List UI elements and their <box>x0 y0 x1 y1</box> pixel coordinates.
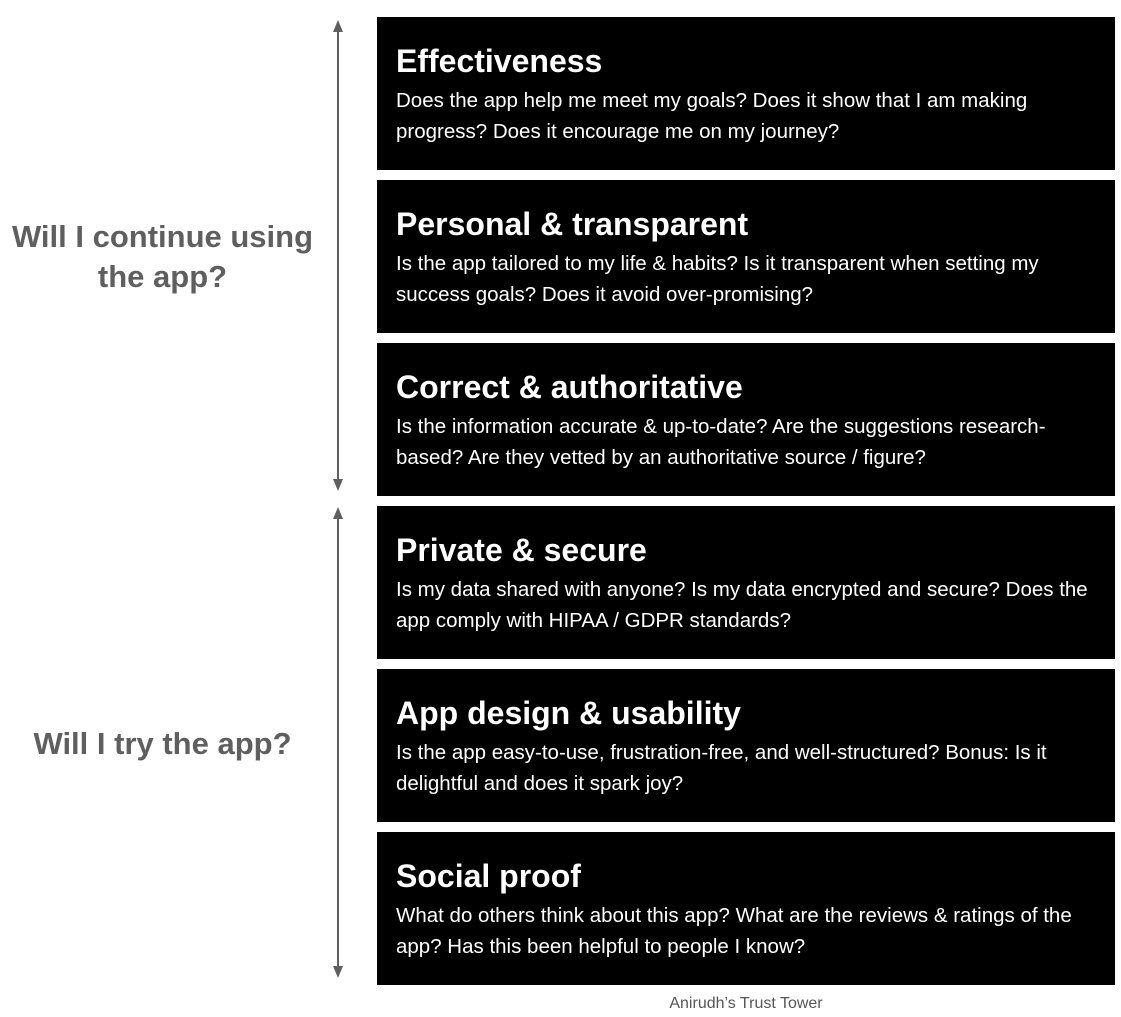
try-app-label: Will I try the app? <box>33 726 292 761</box>
tier-title: Private & secure <box>396 532 647 568</box>
tier-correct-authoritative <box>377 343 1115 496</box>
tier-title: App design & usability <box>396 695 741 731</box>
tier-social-proof <box>377 832 1115 985</box>
tier-title: Personal & transparent <box>396 206 749 242</box>
continue-using-label: Will I continue using the app? <box>11 219 314 294</box>
double-arrow-icon <box>329 20 347 491</box>
tier-app-design-usability <box>377 669 1115 822</box>
tier-personal-transparent <box>377 180 1115 333</box>
tier-description: Is the app easy-to-use, frustration-free, and well-structured? Bonus: Is it delightful and does it spark joy? <box>396 741 1047 795</box>
tier-private-secure <box>377 506 1115 659</box>
tier-title: Correct & authoritative <box>396 369 743 405</box>
figure-caption: Anirudh’s Trust Tower <box>669 995 823 1012</box>
tier-description: What do others think about this app? What are the reviews & ratings of the app? Has this been helpful to people I know? <box>396 904 1072 958</box>
tier-title: Effectiveness <box>396 43 603 79</box>
tier-description: Is the app tailored to my life & habits? Is it transparent when setting my success goals? Does it avoid over-promising? <box>396 252 1039 306</box>
tier-title: Social proof <box>396 858 581 894</box>
tier-description: Is the information accurate & up-to-date? Are the suggestions research-based? Are they vetted by an authoritative source / figure? <box>396 415 1046 469</box>
tier-effectiveness <box>377 17 1115 170</box>
tier-description: Does the app help me meet my goals? Does it show that I am making progress? Does it encourage me on my journey? <box>396 89 1028 143</box>
trust-tower <box>377 17 1115 995</box>
double-arrow-icon <box>329 507 347 978</box>
tier-description: Is my data shared with anyone? Is my data encrypted and secure? Does the app comply with HIPAA / GDPR standards? <box>396 578 1088 632</box>
